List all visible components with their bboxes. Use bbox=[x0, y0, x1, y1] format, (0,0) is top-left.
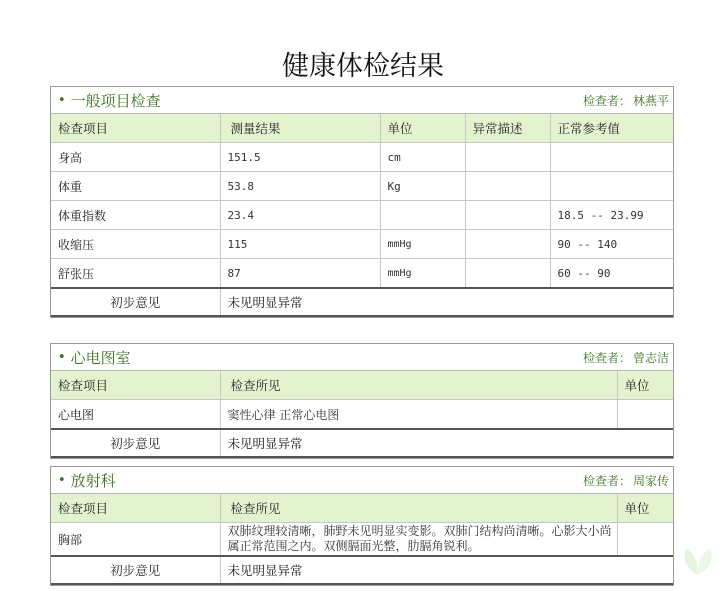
radiology-section-header bbox=[51, 467, 673, 494]
col-header-unit: 单位 bbox=[617, 371, 673, 400]
col-header-finding: 检查所见 bbox=[220, 371, 617, 400]
cell-result: 23.4 bbox=[220, 201, 380, 230]
cell-item: 胸部 bbox=[51, 523, 220, 557]
table-header-row bbox=[51, 114, 673, 143]
col-header-item: 检查项目 bbox=[51, 494, 220, 523]
opinion-row bbox=[51, 288, 673, 316]
general-table bbox=[51, 114, 673, 317]
opinion-row bbox=[51, 429, 673, 457]
opinion-label: 初步意见 bbox=[51, 288, 220, 316]
examiner-label: 检查者： bbox=[582, 93, 631, 108]
cell-item: 身高 bbox=[51, 143, 220, 172]
cell-reference bbox=[550, 172, 673, 201]
radiology-section bbox=[50, 466, 674, 586]
cell-abnormal bbox=[465, 230, 550, 259]
ecg-examiner-name: 曾志洁 bbox=[632, 350, 669, 365]
col-header-finding: 检查所见 bbox=[220, 494, 617, 523]
bullet-icon: • bbox=[58, 92, 66, 108]
cell-result: 53.8 bbox=[220, 172, 380, 201]
table-row bbox=[51, 143, 673, 172]
bullet-icon: • bbox=[58, 472, 66, 488]
cell-reference bbox=[550, 143, 673, 172]
col-header-item: 检查项目 bbox=[51, 114, 220, 143]
bullet-icon: • bbox=[58, 349, 66, 365]
radiology-examiner-name: 周家传 bbox=[632, 473, 669, 488]
cell-unit: mmHg bbox=[380, 259, 465, 289]
general-examiner-name: 林燕平 bbox=[632, 93, 669, 108]
examiner-label: 检查者： bbox=[582, 350, 631, 365]
ecg-section-header bbox=[51, 344, 673, 371]
cell-unit: mmHg bbox=[380, 230, 465, 259]
col-header-reference: 正常参考值 bbox=[550, 114, 673, 143]
cell-abnormal bbox=[465, 259, 550, 289]
cell-unit bbox=[617, 400, 673, 430]
cell-reference: 60 -- 90 bbox=[550, 259, 673, 289]
col-header-unit: 单位 bbox=[380, 114, 465, 143]
general-examiner bbox=[583, 92, 673, 109]
cell-abnormal bbox=[465, 201, 550, 230]
table-row bbox=[51, 201, 673, 230]
col-header-item: 检查项目 bbox=[51, 371, 220, 400]
cell-abnormal bbox=[465, 172, 550, 201]
page-title: 健康体检结果 bbox=[282, 51, 444, 82]
radiology-section-title: 放射科 bbox=[70, 471, 116, 490]
table-header-row bbox=[51, 494, 673, 523]
general-section-title-wrap bbox=[51, 90, 161, 111]
opinion-value: 未见明显异常 bbox=[220, 556, 673, 584]
radiology-table bbox=[51, 494, 673, 585]
radiology-examiner bbox=[583, 472, 673, 489]
table-row bbox=[51, 400, 673, 430]
cell-item: 体重指数 bbox=[51, 201, 220, 230]
cell-unit: Kg bbox=[380, 172, 465, 201]
table-row bbox=[51, 172, 673, 201]
table-row bbox=[51, 259, 673, 289]
examiner-label: 检查者： bbox=[582, 473, 631, 488]
general-section-title: 一般项目检查 bbox=[70, 91, 161, 110]
general-section bbox=[50, 86, 674, 318]
cell-result: 87 bbox=[220, 259, 380, 289]
table-row bbox=[51, 523, 673, 557]
cell-reference: 90 -- 140 bbox=[550, 230, 673, 259]
ecg-section-title-wrap bbox=[51, 347, 131, 368]
radiology-section-title-wrap bbox=[51, 470, 116, 491]
ecg-table bbox=[51, 371, 673, 458]
opinion-value: 未见明显异常 bbox=[220, 429, 673, 457]
cell-unit bbox=[617, 523, 673, 557]
table-header-row bbox=[51, 371, 673, 400]
opinion-row bbox=[51, 556, 673, 584]
ecg-section bbox=[50, 343, 674, 459]
opinion-label: 初步意见 bbox=[51, 429, 220, 457]
cell-result: 151.5 bbox=[220, 143, 380, 172]
table-row bbox=[51, 230, 673, 259]
ecg-examiner bbox=[583, 349, 673, 366]
cell-item: 舒张压 bbox=[51, 259, 220, 289]
leaf-logo-icon bbox=[678, 539, 718, 579]
cell-item: 心电图 bbox=[51, 400, 220, 430]
cell-item: 收缩压 bbox=[51, 230, 220, 259]
cell-finding: 双肺纹理较清晰，肺野未见明显实变影。双肺门结构尚清晰。心影大小尚属正常范围之内。双侧膈面光整，肋膈角锐利。 bbox=[220, 523, 617, 557]
cell-reference: 18.5 -- 23.99 bbox=[550, 201, 673, 230]
cell-item: 体重 bbox=[51, 172, 220, 201]
cell-finding: 窦性心律 正常心电图 bbox=[220, 400, 617, 430]
opinion-label: 初步意见 bbox=[51, 556, 220, 584]
general-section-header bbox=[51, 87, 673, 114]
col-header-unit: 单位 bbox=[617, 494, 673, 523]
col-header-abnormal: 异常描述 bbox=[465, 114, 550, 143]
cell-unit: cm bbox=[380, 143, 465, 172]
col-header-result: 测量结果 bbox=[220, 114, 380, 143]
cell-abnormal bbox=[465, 143, 550, 172]
cell-unit bbox=[380, 201, 465, 230]
cell-result: 115 bbox=[220, 230, 380, 259]
ecg-section-title: 心电图室 bbox=[70, 348, 131, 367]
opinion-value: 未见明显异常 bbox=[220, 288, 673, 316]
